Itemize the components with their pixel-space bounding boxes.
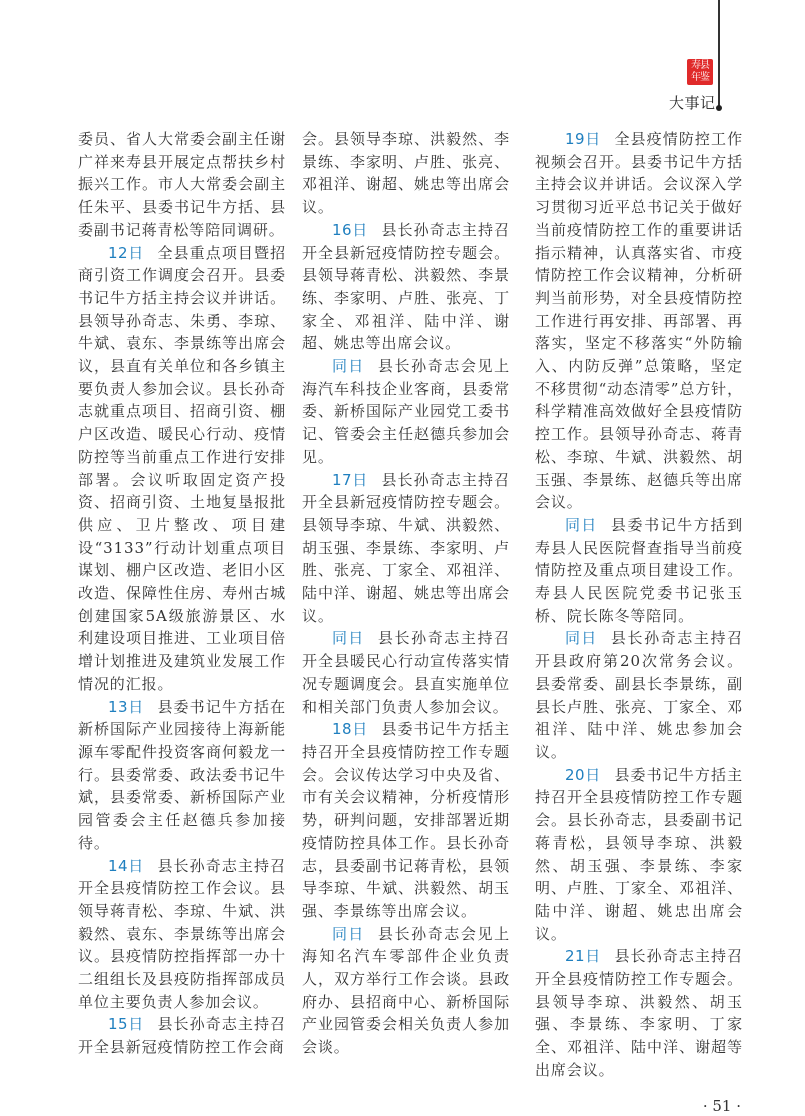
paragraph	[302, 923, 510, 1059]
header-rule	[718, 0, 720, 108]
paragraph-text: 县长孙奇志会见上海汽车科技企业客商，县委常委、新桥国际产业园党工委书记、管委会主任赵德兵参加会见。	[302, 357, 510, 466]
paragraph-text: 县长孙奇志会见上海知名汽车零部件企业负责人，双方举行工作会谈。县政府办、县招商中心、新桥国际产业园管委会相关负责人参加会谈。	[302, 924, 510, 1057]
paragraph-text: 县长孙奇志主持召开全县疫情防控工作专题会。县领导李琼、洪毅然、胡玉强、李景练、李家明、丁家全、邓祖洋、陆中洋、谢超等出席会议。	[535, 947, 743, 1079]
column-1	[78, 128, 286, 1059]
paragraph	[535, 627, 743, 763]
paragraph	[78, 128, 286, 242]
column-2	[302, 128, 510, 1059]
paragraph-text: 全县重点项目暨招商引资工作调度会召开。县委书记牛方括主持会议并讲话。县领导孙奇志、朱勇、李琼、牛斌、袁东、李景练等出席会议，县直有关单位和各乡镇主要负责人参加会议。县长孙奇志就重点项目、招商引资、棚户区改造、暖民心行动、疫情防控等当前重点工作进行安排部署。会议听取固定资产投资、招商引资、土地复垦报批供应、卫片整改、项目建设“3133”行动计划重点项目谋划、棚户区改造、老旧小区改造、保障性住房、寿州古城创建国家5A级旅游景区、水利建设项目推进、工业项目倍增计划推进及建筑业发展工作情况的汇报。	[78, 243, 286, 693]
paragraph	[535, 514, 743, 628]
paragraph	[302, 718, 510, 922]
paragraph	[535, 945, 743, 1081]
header-rule-dot	[716, 105, 722, 111]
date-label: 同日	[565, 629, 598, 648]
date-label: 13日	[108, 697, 144, 716]
paragraph	[78, 242, 286, 696]
paragraph-text: 县委书记牛方括到寿县人民医院督查指导当前疫情防控及重点项目建设工作。寿县人民医院党委书记张玉桥、院长陈冬等陪同。	[535, 515, 743, 625]
paragraph-text: 县长孙奇志主持召开县政府第20次常务会议。县委常委、副县长李景练，副县长卢胜、张亮、丁家全、邓祖洋、陆中洋、姚忠参加会议。	[535, 629, 743, 761]
paragraph-text: 县委书记牛方括主持召开全县疫情防控工作专题会。会议传达学习中央及省、市有关会议精神，分析疫情形势，研判问题，安排部署近期疫情防控具体工作。县长孙奇志，县委副书记蒋青松，县领导李琼、牛斌、洪毅然、胡玉强、李景练等出席会议。	[302, 720, 510, 920]
paragraph	[78, 696, 286, 855]
paragraph-text: 县长孙奇志主持召开全县疫情防控工作会议。县领导蒋青松、李琼、牛斌、洪毅然、袁东、李景练等出席会议。县疫情防控指挥部一办十二组组长及县疫防指挥部成员单位主要负责人参加会议。	[78, 856, 286, 1011]
paragraph	[78, 1013, 286, 1058]
paragraph-text: 县委书记牛方括主持召开全县疫情防控工作专题会。县长孙奇志，县委副书记蒋青松，县领导李琼、洪毅然、胡玉强、李景练、李家明、卢胜、丁家全、邓祖洋、陆中洋、谢超、姚忠出席会议。	[535, 765, 743, 943]
date-label: 12日	[108, 243, 144, 262]
paragraph	[302, 355, 510, 469]
date-label: 18日	[332, 720, 368, 739]
paragraph-text: 县长孙奇志主持召开全县暖民心行动宣传落实情况专题调度会。县直实施单位和相关部门负责人参加会议。	[302, 629, 510, 716]
paragraph-text: 县长孙奇志主持召开全县新冠疫情防控专题会。县领导蒋青松、洪毅然、李景练、李家明、卢胜、张亮、丁家全、邓祖洋、陆中洋、谢超、姚忠等出席会议。	[302, 220, 510, 353]
paragraph	[78, 855, 286, 1014]
yearbook-seal-logo: 寿县 年鉴	[687, 59, 713, 85]
date-label: 16日	[332, 220, 368, 239]
paragraph-text: 会。县领导李琼、洪毅然、李景练、李家明、卢胜、张亮、邓祖洋、谢超、姚忠等出席会议。	[302, 130, 510, 217]
date-label: 21日	[565, 947, 601, 966]
date-label: 同日	[332, 357, 365, 376]
paragraph-text: 县长孙奇志主持召开全县新冠疫情防控工作会商	[78, 1015, 286, 1057]
paragraph	[535, 764, 743, 946]
date-label: 17日	[332, 470, 368, 489]
column-3	[535, 128, 743, 1116]
page-number: · 51 ·	[702, 1096, 741, 1115]
paragraph	[302, 219, 510, 355]
paragraph	[302, 469, 510, 628]
paragraph	[302, 128, 510, 219]
paragraph-text: 委员、省人大常委会副主任谢广祥来寿县开展定点帮扶乡村振兴工作。市人大常委会副主任朱平、县委书记牛方括、县委副书记蒋青松等陪同调研。	[78, 130, 286, 239]
paragraph-text: 全县疫情防控工作视频会召开。县委书记牛方括主持会议并讲话。会议深入学习贯彻习近平总书记关于做好当前疫情防控工作的重要讲话指示精神，认真落实省、市疫情防控工作会议精神，分析研判当前形势，对全县疫情防控工作进行再安排、再部署、再落实，坚定不移落实“外防输入、内防反弹”总策略，坚定不移贯彻“动态清零”总方针，科学精准高效做好全县疫情防控工作。县领导孙奇志、蒋青松、李琼、牛斌、洪毅然、胡玉强、李景练、赵德兵等出席会议。	[535, 130, 743, 512]
date-label: 19日	[565, 130, 601, 148]
date-label: 20日	[565, 765, 601, 784]
date-label: 同日	[332, 629, 365, 648]
paragraph	[302, 627, 510, 718]
paragraph-text: 县长孙奇志主持召开全县新冠疫情防控专题会。县领导李琼、牛斌、洪毅然、胡玉强、李景练、李家明、卢胜、张亮、丁家全、邓祖洋、陆中洋、谢超、姚忠等出席会议。	[302, 470, 510, 625]
paragraph	[535, 128, 743, 514]
date-label: 14日	[108, 856, 144, 875]
date-label: 同日	[332, 924, 365, 943]
paragraph-text: 县委书记牛方括在新桥国际产业园接待上海新能源车零配件投资客商何毅龙一行。县委常委、政法委书记牛斌，县委常委、新桥国际产业园管委会主任赵德兵参加接待。	[78, 697, 286, 852]
section-title: 大事记	[669, 94, 716, 112]
date-label: 15日	[108, 1015, 144, 1034]
date-label: 同日	[565, 515, 598, 534]
